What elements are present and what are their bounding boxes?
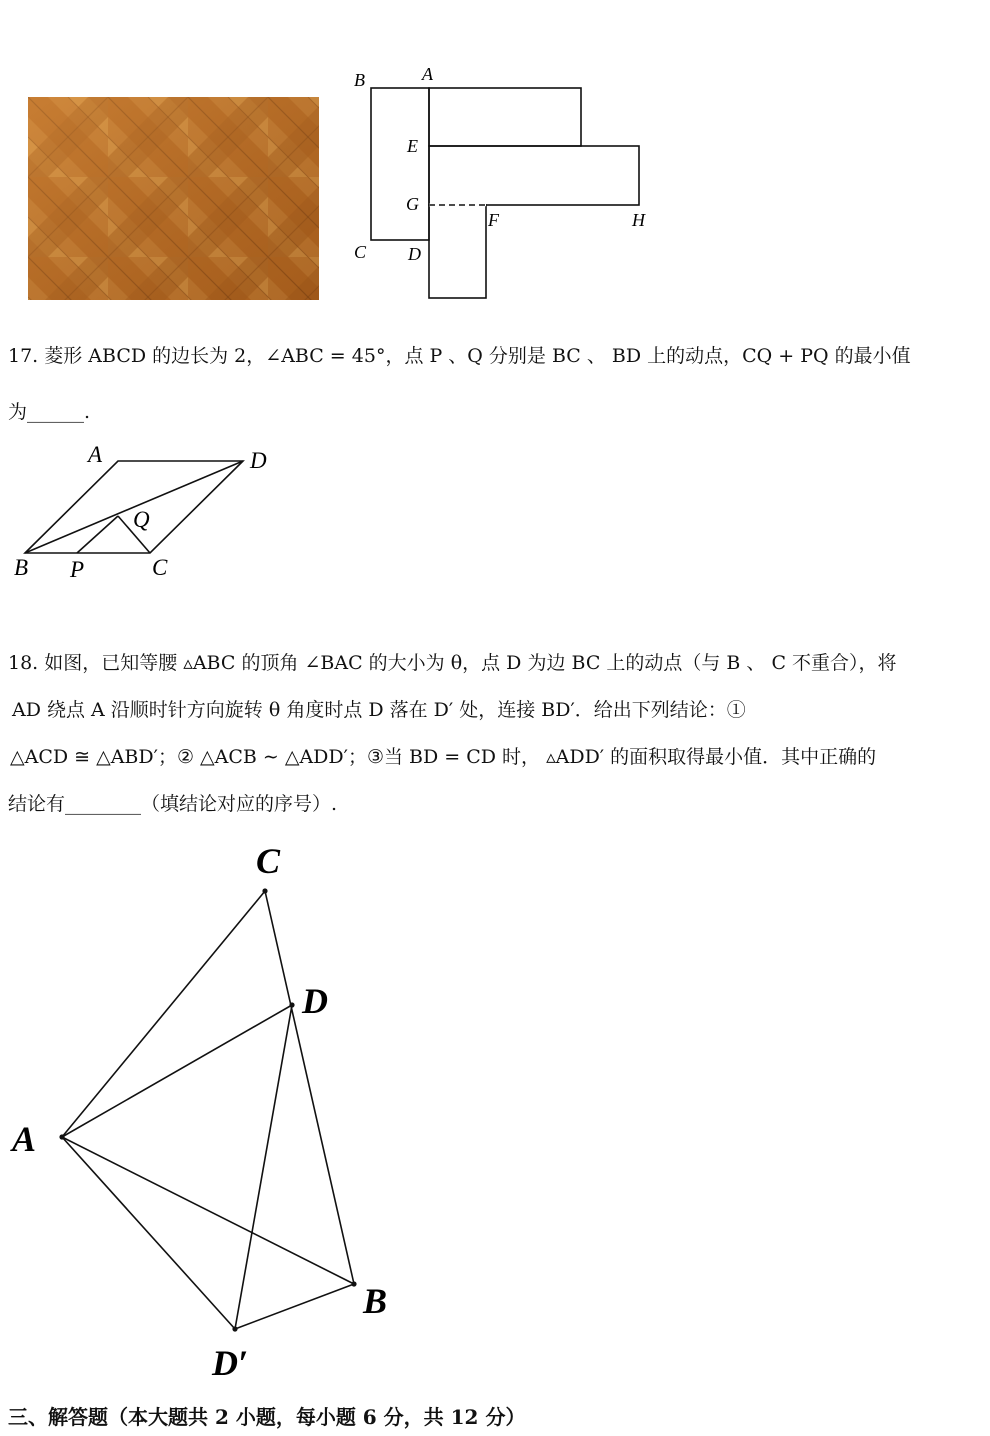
q18-line2: AD 绕点 A 沿顺时针方向旋转 θ 角度时点 D 落在 D′ 处，连接 BD′．给出下列结论：① [12, 699, 746, 721]
label-C: C [354, 242, 367, 262]
label-A: A [88, 442, 103, 467]
label-A: A [422, 64, 433, 84]
label-Q: Q [133, 507, 150, 532]
q18-line3: △ACD ≅ △ABD′；② △ACB ∼ △ADD′；③当 BD = CD 时， ▵ADD′ 的面积取得最小值．其中正确的 [10, 746, 877, 768]
q17-line1: 17. 菱形 ABCD 的边长为 2，∠ABC = 45°，点 P 、Q 分别是 BC 、 BD 上的动点，CQ + PQ 的最小值 [8, 345, 911, 367]
label-E: E [407, 136, 418, 156]
triangle-figure [0, 835, 430, 1395]
q17-line2: 为______. [8, 401, 91, 423]
herringbone-floor-photo [28, 97, 319, 300]
label-P: P [70, 557, 85, 582]
label-D: D [302, 981, 328, 1021]
label-B: B [354, 70, 365, 90]
label-D: D [250, 448, 267, 473]
label-C: C [256, 841, 281, 881]
label-G: G [406, 194, 419, 214]
label-A: A [12, 1119, 37, 1159]
label-D-prime: D′ [212, 1343, 249, 1383]
label-H: H [632, 210, 645, 230]
label-C: C [152, 555, 168, 580]
label-B: B [363, 1281, 388, 1321]
q18-line4: 结论有________（填结论对应的序号）. [8, 793, 338, 815]
q18-line1: 18. 如图，已知等腰 ▵ABC 的顶角 ∠BAC 的大小为 θ，点 D 为边 BC 上的动点（与 B 、 C 不重合），将 [8, 652, 897, 674]
label-F: F [488, 210, 499, 230]
label-D: D [408, 244, 421, 264]
label-B: B [14, 555, 29, 580]
rhombus-figure [10, 440, 300, 590]
rectangles-figure [340, 62, 670, 312]
section3-heading: 三、解答题（本大题共 2 小题，每小题 6 分，共 12 分） [8, 1405, 526, 1429]
